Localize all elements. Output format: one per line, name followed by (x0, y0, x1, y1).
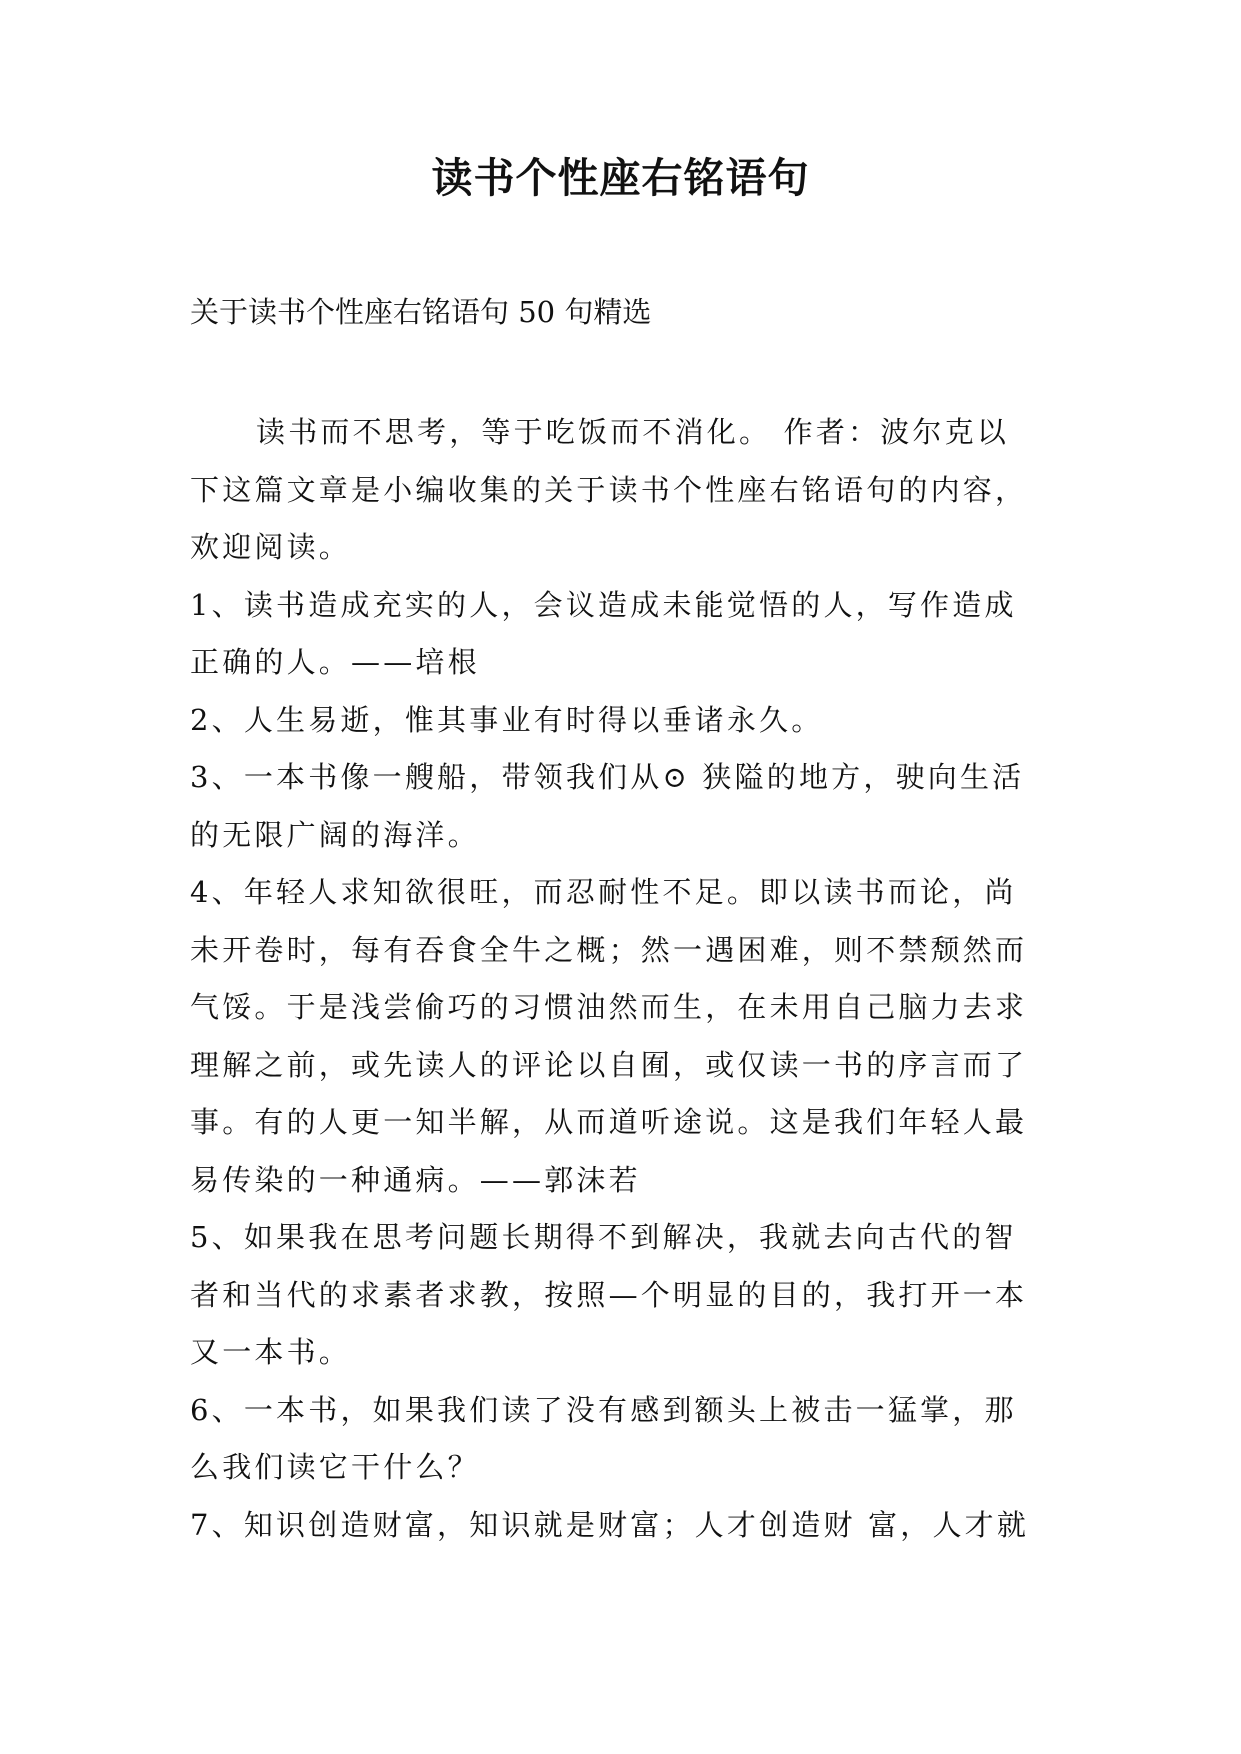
body-line: 7、知识创造财富，知识就是财富；人才创造财 富，人才就 (190, 1507, 1030, 1542)
body-line: 2、人生易逝，惟其事业有时得以垂诸永久。 (190, 702, 824, 737)
body-line: 读书而不思考，等于吃饭而不消化。 作者：波尔克以 (256, 415, 1010, 449)
body-line: 者和当代的求素者求教，按照—个明显的目的，我打开一本 (190, 1277, 1028, 1312)
document-body (190, 404, 1050, 1554)
body-line: 又一本书。 (190, 1335, 352, 1369)
body-line: 气馁。于是浅尝偷巧的习惯油然而生，在未用自己脑力去求 (190, 990, 1028, 1024)
body-line: 正确的人。——培根 (190, 645, 480, 679)
body-line: 欢迎阅读。 (190, 530, 352, 564)
document-subtitle: 关于读书个性座右铭语句 50 句精选 (190, 295, 652, 329)
body-line: 6、一本书，如果我们读了没有感到额头上被击一猛掌，那 (190, 1392, 1017, 1427)
body-line: 5、如果我在思考问题长期得不到解决，我就去向古代的智 (190, 1220, 1017, 1254)
body-line: 未开卷时，每有吞食全牛之概；然一遇困难，则不禁颓然而 (190, 932, 1028, 967)
body-line: 易传染的一种通病。——郭沫若 (190, 1162, 641, 1197)
body-line: 事。有的人更一知半解，从而道听途说。这是我们年轻人最 (190, 1105, 1028, 1139)
body-line: 理解之前，或先读人的评论以自囿，或仅读一书的序言而了 (190, 1047, 1028, 1082)
body-line: 的无限广阔的海洋。 (190, 817, 480, 852)
body-line: 3、一本书像一艘船，带领我们从⊙ 狭隘的地方，驶向生活 (190, 760, 1025, 794)
body-line: 1、读书造成充实的人，会议造成未能觉悟的人，写作造成 (190, 587, 1017, 622)
body-line: 4、年轻人求知欲很旺，而忍耐性不足。即以读书而论，尚 (190, 875, 1017, 909)
document-title: 读书个性座右铭语句 (431, 154, 810, 202)
body-line: 下这篇文章是小编收集的关于读书个性座右铭语句的内容， (190, 472, 1028, 507)
body-line: 么我们读它干什么？ (190, 1450, 480, 1484)
